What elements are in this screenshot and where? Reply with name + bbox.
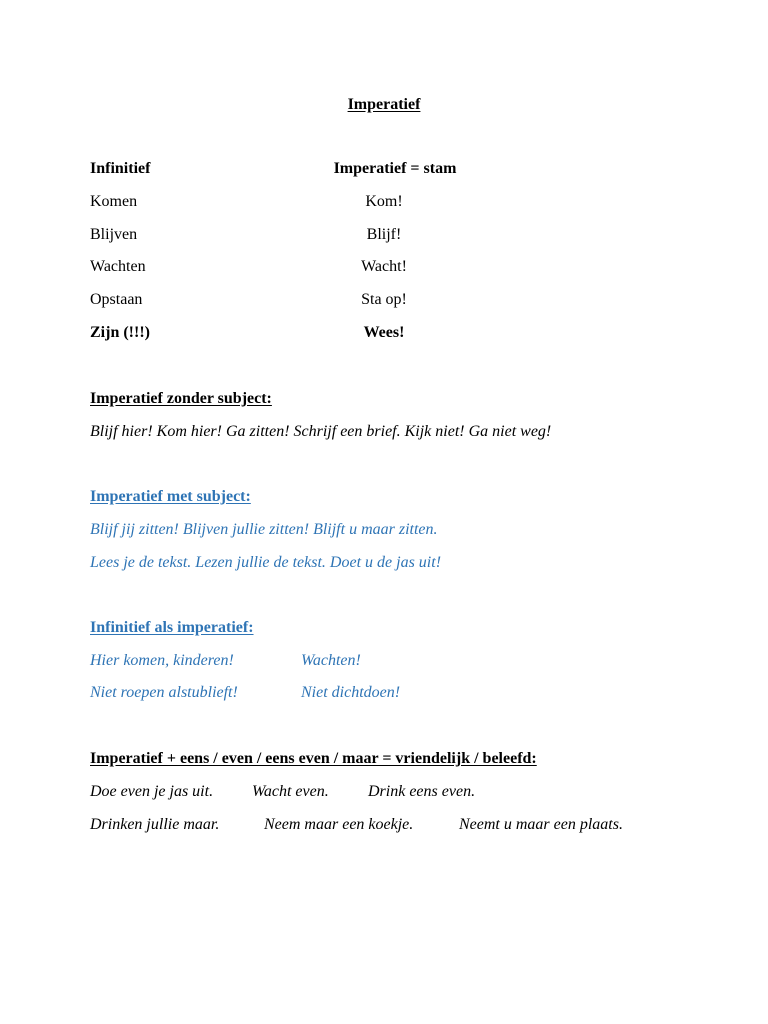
table-cell-imperatief: Wacht! bbox=[361, 258, 407, 275]
section-heading-zonder-subject: Imperatief zonder subject: bbox=[90, 390, 272, 407]
table-cell-imperatief: Sta op! bbox=[361, 291, 407, 308]
section-heading-infinitief-als-imperatief: Infinitief als imperatief: bbox=[90, 619, 254, 636]
example-phrase: Drink eens even. bbox=[368, 783, 476, 800]
example-phrase: Wacht even. bbox=[252, 783, 329, 800]
example-line: Blijf jij zitten! Blijven jullie zitten! Blijft u maar zitten. bbox=[90, 521, 438, 538]
table-cell-infinitief: Blijven bbox=[90, 226, 138, 243]
section-heading-beleefd: Imperatief + eens / even / eens even / maar = vriendelijk / beleefd: bbox=[90, 750, 537, 767]
table-cell-imperatief: Wees! bbox=[363, 324, 405, 341]
example-phrase: Niet roepen alstublieft! bbox=[90, 684, 238, 701]
example-line: Blijf hier! Kom hier! Ga zitten! Schrijf een brief. Kijk niet! Ga niet weg! bbox=[90, 423, 552, 440]
table-cell-infinitief: Wachten bbox=[90, 258, 146, 275]
table-cell-infinitief: Komen bbox=[90, 193, 138, 210]
table-cell-imperatief: Blijf! bbox=[366, 226, 402, 243]
example-phrase: Hier komen, kinderen! bbox=[90, 652, 234, 669]
table-header-imperatief: Imperatief = stam bbox=[333, 160, 457, 177]
example-phrase: Neem maar een koekje. bbox=[264, 816, 414, 833]
example-phrase: Neemt u maar een plaats. bbox=[459, 816, 623, 833]
page-title: Imperatief bbox=[347, 96, 421, 113]
example-line: Lees je de tekst. Lezen jullie de tekst. Doet u de jas uit! bbox=[90, 554, 442, 571]
example-phrase: Wachten! bbox=[301, 652, 361, 669]
table-cell-infinitief: Zijn (!!!) bbox=[90, 324, 150, 341]
example-phrase: Niet dichtdoen! bbox=[301, 684, 401, 701]
table-header-infinitief: Infinitief bbox=[90, 160, 151, 177]
section-heading-met-subject: Imperatief met subject: bbox=[90, 488, 251, 505]
table-cell-imperatief: Kom! bbox=[365, 193, 403, 210]
example-phrase: Drinken jullie maar. bbox=[90, 816, 220, 833]
table-cell-infinitief: Opstaan bbox=[90, 291, 143, 308]
example-phrase: Doe even je jas uit. bbox=[90, 783, 214, 800]
